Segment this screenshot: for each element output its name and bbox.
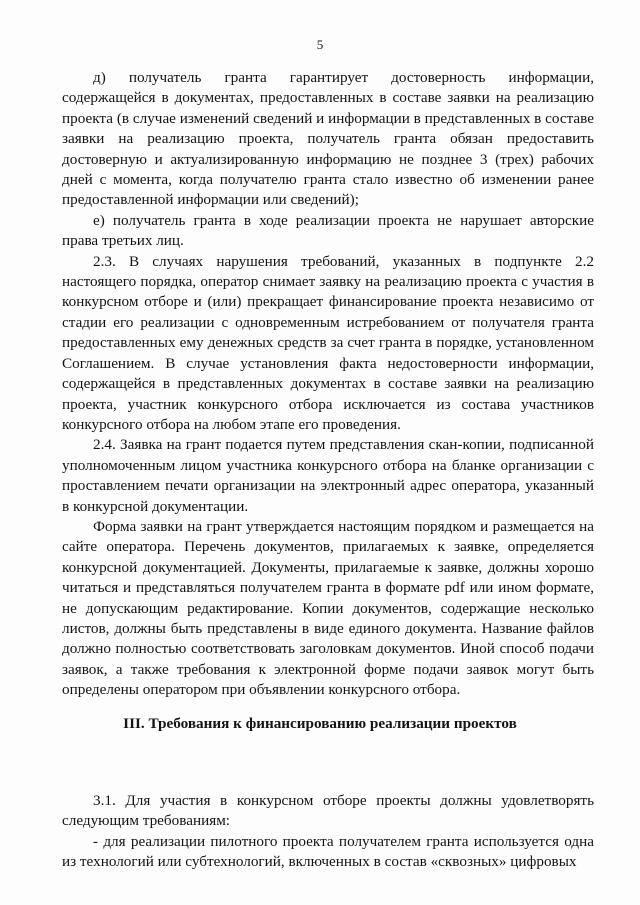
paragraph-d: д) получатель гранта гарантирует достоверность информации, содержащейся в документах, предоставленных в составе заявки на реализацию проекта (в случае изменений сведений и информации в представленных в составе заявки на реализацию проекта, получатель гранта обязан предоставить достоверную и актуализированную информацию не позднее 3 (трех) рабочих дней с момента, когда получателю гранта стало известно об изменении ранее предоставленной информации или сведений); bbox=[62, 69, 594, 209]
paragraph-pilot-project: - для реализации пилотного проекта получателем гранта используется одна из технологий или субтехнологий, включенных в состав «сквозных» цифровых bbox=[62, 832, 594, 871]
paragraph-3-1: 3.1. Для участия в конкурсном отборе проекты должны удовлетворять следующим требованиям: bbox=[62, 792, 594, 830]
paragraph-application-form: Форма заявки на грант утверждается настоящим порядком и размещается на сайте оператора. Перечень документов, прилагаемых к заявке, определяется конкурсной документацией. Документы, прилагаемые к заявке, должны хорошо читаться и представляться получателем гранта в формате pdf или ином формате, не допускающим редактирование. Копии документов, содержащие несколько листов, должны быть представлены в виде единого документа. Название файлов должно полностью соответствовать заголовкам документов. Иной способ подачи заявок, а также требования к электронной форме подачи заявок могут быть определены оператором при объявлении конкурсного отбора. bbox=[62, 517, 594, 699]
paragraph-2-4: 2.4. Заявка на грант подается путем представления скан-копии, подписанной уполномоченным лицом участника конкурсного отбора на бланке организации с проставлением печати организации на электронный адрес оператора, указанный в конкурсной документации. bbox=[62, 436, 594, 515]
text-block-bottom bbox=[62, 791, 594, 873]
page-number: 5 bbox=[316, 37, 324, 52]
paragraph-e: е) получатель гранта в ходе реализации проекта не нарушает авторские права третьих лиц. bbox=[62, 211, 594, 250]
text-block-top bbox=[62, 68, 594, 701]
paragraph-2-3: 2.3. В случаях нарушения требований, указанных в подпункте 2.2 настоящего порядка, оператор снимает заявку на реализацию проекта с участия в конкурсном отборе и (или) прекращает финансирование проекта независимо от стадии его реализации с одновременным истребованием от получателя гранта предоставленных ему денежных средств за счет гранта в порядке, установленном Соглашением. В случае установления факта недостоверности информации, содержащейся в представленных документах в составе заявки на реализацию проекта, участник конкурсного отбора исключается из состава участников конкурсного отбора на любом этапе его проведения. bbox=[62, 252, 594, 433]
section-heading: III. Требования к финансированию реализации проектов bbox=[123, 715, 517, 732]
